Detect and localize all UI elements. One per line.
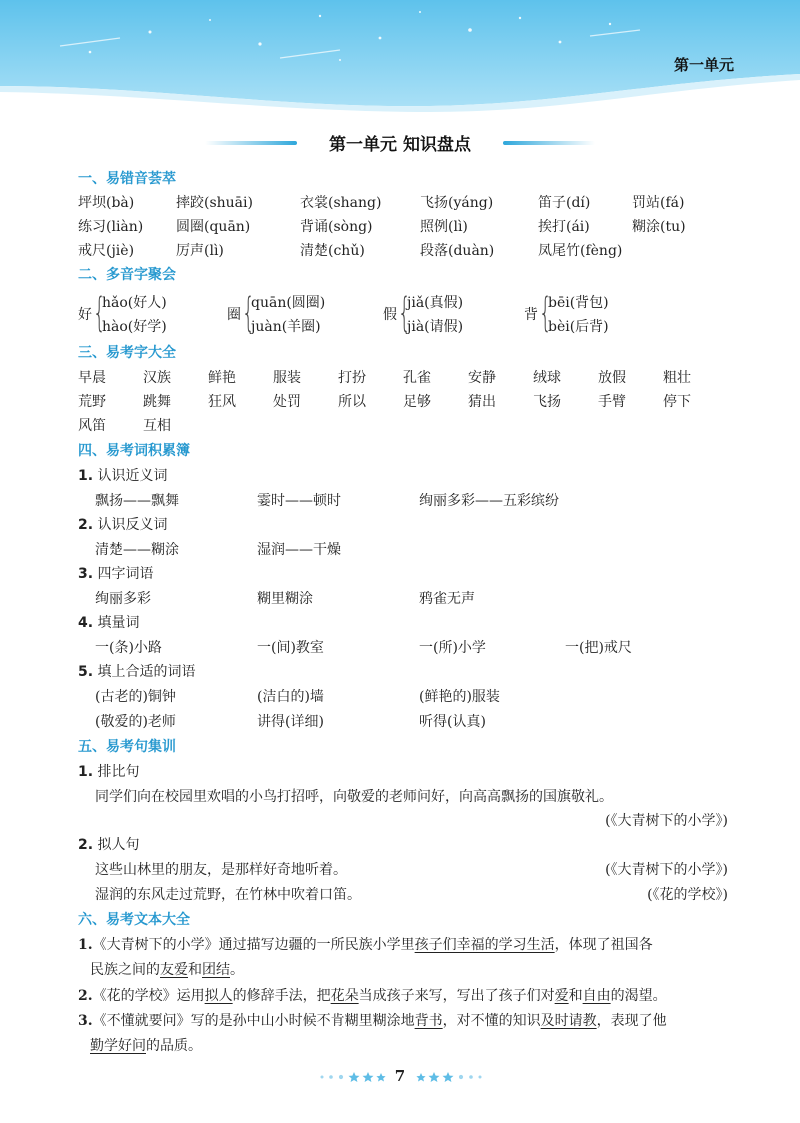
word-item: 糊涂(tu): [632, 219, 686, 235]
word-item: 坪坝(bà): [78, 195, 135, 211]
polyphone-reading: hào(好学): [102, 319, 167, 335]
word-item: 罚站(fá): [632, 195, 685, 211]
item-number: 3.: [78, 1013, 93, 1029]
text-item-1-cont: [90, 959, 244, 979]
word-item: 一(把)戒尺: [565, 640, 632, 656]
polyphone-reading: jiǎ(真假): [407, 295, 464, 311]
word-item: 飞扬(yáng): [420, 195, 494, 211]
sub-title: 认识近义词: [97, 468, 168, 484]
word-item: 讲得(详细): [257, 714, 324, 730]
polyphone-group: [524, 290, 644, 336]
subheading: [78, 465, 168, 485]
word-item: 服装: [273, 370, 301, 386]
word-item: 一(条)小路: [95, 640, 162, 656]
word-item: 跳舞: [143, 394, 171, 410]
text-item-2: [78, 985, 667, 1005]
sub-title: 拟人句: [97, 837, 140, 853]
word-item: 绚丽多彩——五彩缤纷: [419, 493, 559, 509]
word-item: (古老的)铜钟: [95, 689, 176, 705]
word-row: [78, 415, 718, 437]
word-item: 孔雀: [403, 370, 431, 386]
section-title-3: 三、易考字大全: [78, 345, 176, 361]
brace-icon: {: [242, 290, 255, 336]
word-item: 照例(lì): [420, 219, 468, 235]
word-item: 摔跤(shuāi): [176, 195, 253, 211]
word-item: 打扮: [338, 370, 366, 386]
key-phrase: 孩子们幸福的学习生活: [414, 937, 555, 953]
text-segment: 和: [568, 988, 583, 1004]
brace-icon: {: [93, 290, 106, 336]
text-segment: 的品质。: [146, 1038, 202, 1054]
word-item: 笛子(dí): [538, 195, 591, 211]
example-sentence: 湿润的东风走过荒野，在竹林中吹着口笛。: [95, 887, 361, 903]
word-item: 风笛: [78, 418, 106, 434]
polyphone-reading: hǎo(好人): [102, 295, 167, 311]
word-item: 一(间)教室: [257, 640, 324, 656]
sentence-source: (《大青树下的小学》): [605, 862, 728, 878]
polyphone-char: 假: [383, 307, 397, 323]
word-item: 听得(认真): [419, 714, 486, 730]
word-item: 戒尺(jiè): [78, 243, 135, 259]
page-title: 第一单元 知识盘点: [329, 135, 471, 155]
subheading: [78, 834, 140, 854]
sentence-source: (《花的学校》): [647, 887, 728, 903]
word-item: 荒野: [78, 394, 106, 410]
key-phrase: 勤学好问: [90, 1038, 146, 1054]
subheading: [78, 514, 168, 534]
item-number: 1.: [78, 937, 93, 953]
polyphone-char: 圈: [227, 307, 241, 323]
word-item: 背诵(sòng): [300, 219, 373, 235]
word-row: [78, 391, 718, 413]
text-item-1: [78, 934, 653, 954]
word-item: 鲜艳: [208, 370, 236, 386]
word-item: 猜出: [468, 394, 496, 410]
word-item: 湿润——干燥: [257, 542, 341, 558]
word-item: 糊里糊涂: [257, 591, 313, 607]
subheading: [78, 563, 154, 583]
sub-title: 四字词语: [97, 566, 154, 582]
word-item: 绒球: [533, 370, 561, 386]
pinyin-row: [78, 216, 718, 238]
word-row: [95, 539, 715, 561]
sub-title: 填量词: [97, 615, 140, 631]
section-title-1: 一、易错音荟萃: [78, 171, 176, 187]
word-item: 停下: [663, 394, 691, 410]
word-row: [95, 490, 715, 512]
page-footer: [0, 1067, 800, 1087]
word-item: 飘扬——飘舞: [95, 493, 179, 509]
footer-stars-left-icon: [318, 1071, 388, 1083]
polyphone-reading: juàn(羊圈): [251, 319, 321, 335]
sentence-source: (《大青树下的小学》): [605, 813, 728, 829]
word-row: [95, 588, 715, 610]
sub-title: 填上合适的词语: [97, 664, 196, 680]
key-phrase: 拟人: [204, 988, 233, 1004]
sub-title: 排比句: [97, 764, 140, 780]
key-phrase: 友爱: [160, 962, 188, 978]
word-item: 清楚——糊涂: [95, 542, 179, 558]
polyphone-reading: bèi(后背): [548, 319, 609, 335]
word-item: 处罚: [273, 394, 301, 410]
sub-title: 认识反义词: [97, 517, 168, 533]
item-number: 2.: [78, 988, 93, 1004]
word-item: 霎时——顿时: [257, 493, 341, 509]
sub-number: 2.: [78, 837, 94, 853]
title-decoration-left: [205, 141, 297, 145]
word-item: (洁白的)墙: [257, 689, 324, 705]
text-segment: 的修辞手法，把: [232, 988, 331, 1004]
text-segment: ，体现了祖国各: [554, 937, 653, 953]
sub-number: 1.: [78, 764, 94, 780]
word-item: 安静: [468, 370, 496, 386]
text-segment: 和: [188, 962, 202, 978]
page-number: 7: [394, 1067, 406, 1085]
key-phrase: 爱: [554, 988, 569, 1004]
word-item: 早晨: [78, 370, 106, 386]
text-segment: 的渴望。: [610, 988, 667, 1004]
word-row: [78, 367, 718, 389]
word-item: 厉声(lì): [176, 243, 224, 259]
word-item: (鲜艳的)服装: [419, 689, 500, 705]
pinyin-row: [78, 240, 718, 262]
word-item: 所以: [338, 394, 366, 410]
key-phrase: 自由: [582, 988, 611, 1004]
text-segment: ，对不懂的知识: [442, 1013, 541, 1029]
word-item: 练习(liàn): [78, 219, 144, 235]
word-item: 粗壮: [663, 370, 691, 386]
sub-number: 3.: [78, 566, 94, 582]
word-item: 凤尾竹(fèng): [538, 243, 623, 259]
section-title-5: 五、易考句集训: [78, 739, 176, 755]
word-item: 段落(duàn): [420, 243, 495, 259]
sub-number: 5.: [78, 664, 94, 680]
word-item: 圆圈(quān): [176, 219, 251, 235]
sub-number: 2.: [78, 517, 94, 533]
word-item: 鸦雀无声: [419, 591, 475, 607]
key-phrase: 花朵: [330, 988, 359, 1004]
text-segment: 《大青树下的小学》通过描写边疆的一所民族小学里: [92, 937, 415, 953]
text-segment: 《花的学校》运用: [92, 988, 205, 1004]
text-segment: ，表现了他: [596, 1013, 667, 1029]
text-segment: 民族之间的: [90, 962, 160, 978]
word-item: 狂风: [208, 394, 236, 410]
word-item: (敬爱的)老师: [95, 714, 176, 730]
subheading: [78, 761, 140, 781]
section-title-2: 二、多音字聚会: [78, 267, 176, 283]
key-phrase: 背书: [414, 1013, 443, 1029]
polyphone-char: 好: [78, 307, 92, 323]
section-title-6: 六、易考文本大全: [78, 912, 190, 928]
example-sentence: 同学们向在校园里欢唱的小鸟打招呼，向敬爱的老师问好，向高高飘扬的国旗敬礼。: [95, 789, 613, 805]
title-decoration-right: [503, 141, 595, 145]
sub-number: 1.: [78, 468, 94, 484]
word-item: 手臂: [598, 394, 626, 410]
text-segment: 当成孩子来写，写出了孩子们对: [358, 988, 555, 1004]
page-title-bar: [0, 130, 800, 154]
subheading: [78, 661, 196, 681]
key-phrase: 及时请教: [540, 1013, 597, 1029]
word-row: [95, 711, 715, 733]
word-item: 一(所)小学: [419, 640, 486, 656]
word-item: 放假: [598, 370, 626, 386]
word-row: [95, 637, 715, 659]
section-title-4: 四、易考词积累簿: [78, 443, 190, 459]
text-item-3: [78, 1010, 667, 1030]
example-sentence: 这些山林里的朋友，是那样好奇地听着。: [95, 862, 347, 878]
word-item: 飞扬: [533, 394, 561, 410]
text-segment: 《不懂就要问》写的是孙中山小时候不肯糊里糊涂地: [92, 1013, 415, 1029]
key-phrase: 团结: [202, 962, 230, 978]
polyphone-group: [78, 290, 198, 336]
brace-icon: {: [398, 290, 411, 336]
word-row: [95, 686, 715, 708]
brace-icon: {: [539, 290, 552, 336]
polyphone-group: [227, 290, 357, 336]
polyphone-reading: quān(圆圈): [251, 295, 326, 311]
word-item: 互相: [143, 418, 171, 434]
polyphone-char: 背: [524, 307, 538, 323]
word-item: 绚丽多彩: [95, 591, 151, 607]
polyphone-reading: bēi(背包): [548, 295, 609, 311]
polyphone-group: [383, 290, 503, 336]
unit-tag: 第一单元: [673, 56, 734, 74]
subheading: [78, 612, 140, 632]
pinyin-row: [78, 192, 718, 214]
word-item: 挨打(ái): [538, 219, 590, 235]
word-item: 清楚(chǔ): [300, 243, 365, 259]
word-item: 足够: [403, 394, 431, 410]
word-item: 汉族: [143, 370, 171, 386]
footer-stars-right-icon: [414, 1071, 484, 1083]
text-segment: 。: [230, 962, 244, 978]
polyphone-reading: jià(请假): [407, 319, 464, 335]
sub-number: 4.: [78, 615, 94, 631]
text-item-3-cont: [90, 1035, 202, 1055]
word-item: 衣裳(shang): [300, 195, 382, 211]
